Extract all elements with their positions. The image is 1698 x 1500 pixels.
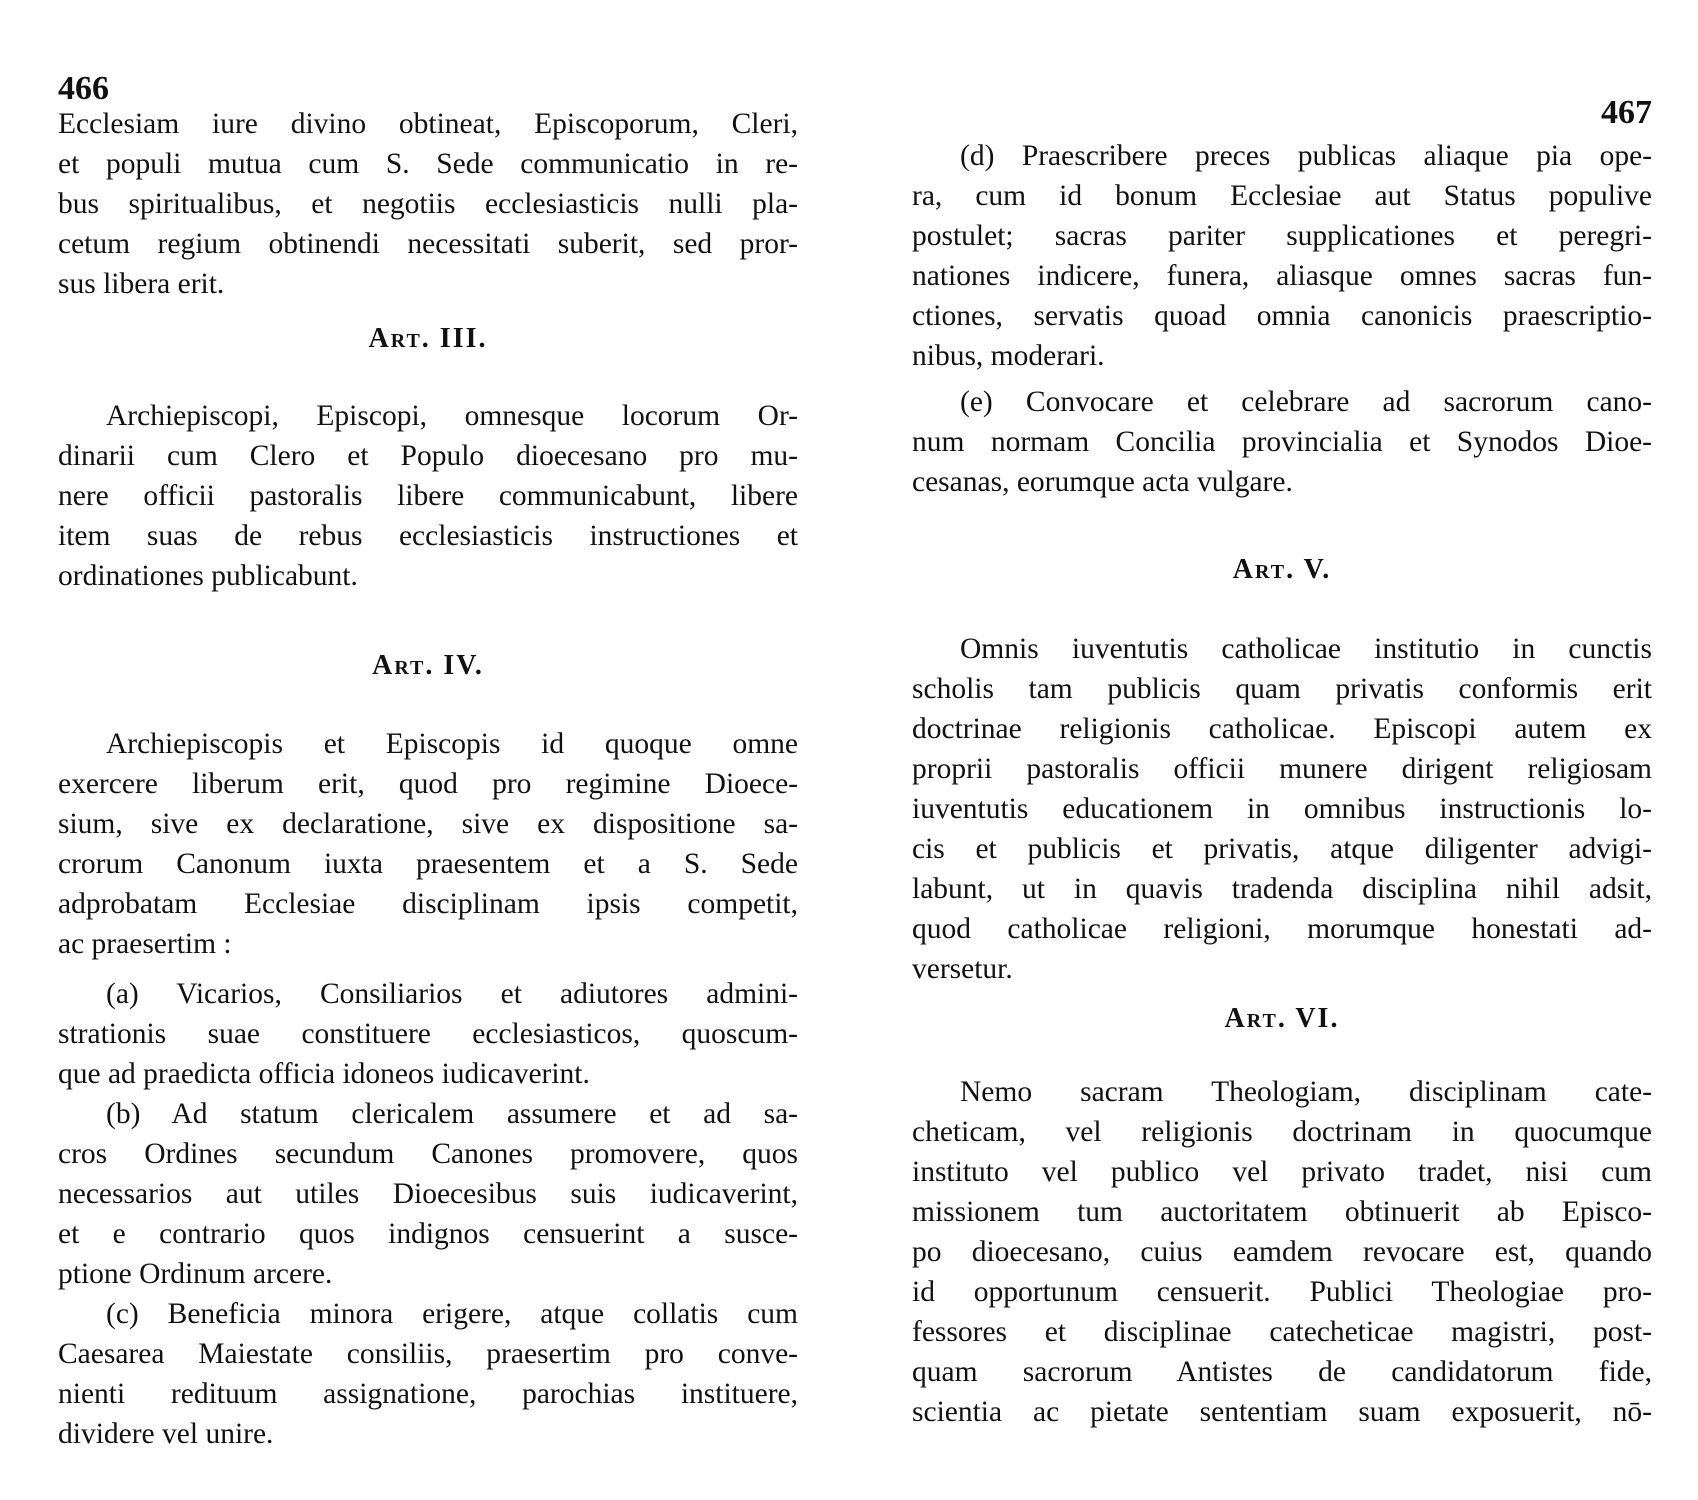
text-line: ptione Ordinum arcere. — [58, 1258, 333, 1290]
text-line: iuventutis educationem in omnibus instructionis lo- — [912, 793, 1652, 825]
text-line: nationes indicere, funera, aliasque omnes sacras fun- — [912, 260, 1652, 292]
text-line: nere officii pastoralis libere communicabunt, libere — [58, 480, 798, 512]
text-line: nibus, moderari. — [912, 340, 1105, 372]
text-line: quam sacrorum Antistes de candidatorum fide, — [912, 1356, 1652, 1388]
text-line: quod catholicae religioni, morumque honestati ad- — [912, 913, 1652, 945]
text-line: (c) Beneficia minora erigere, atque collatis cum — [106, 1298, 798, 1330]
text-line: Omnis iuventutis catholicae institutio in cunctis — [960, 633, 1652, 665]
text-line: ra, cum id bonum Ecclesiae aut Status populive — [912, 180, 1652, 212]
text-line: cetum regium obtinendi necessitati suberit, sed pror- — [58, 228, 798, 260]
left-page — [58, 0, 798, 1500]
text-line: et populi mutua cum S. Sede communicatio in re- — [58, 148, 798, 180]
article-heading-iii: Art. III. — [368, 323, 488, 354]
article-heading-vi: Art. VI. — [1224, 1003, 1340, 1034]
text-line: cis et publicis et privatis, atque diligenter advigi- — [912, 833, 1652, 865]
text-line: Nemo sacram Theologiam, disciplinam cate- — [960, 1076, 1652, 1108]
right-page — [912, 0, 1652, 1500]
text-line: nienti redituum assignatione, parochias instituere, — [58, 1378, 798, 1410]
text-line: num normam Concilia provincialia et Synodos Dioe- — [912, 426, 1652, 458]
text-line: (a) Vicarios, Consiliarios et adiutores admini- — [106, 978, 798, 1010]
text-line: Archiepiscopis et Episcopis id quoque omne — [106, 728, 798, 760]
text-line: cesanas, eorumque acta vulgare. — [912, 466, 1293, 498]
page-number: 467 — [1601, 94, 1652, 131]
text-line: que ad praedicta officia idoneos iudicaverint. — [58, 1058, 590, 1090]
text-line: doctrinae religionis catholicae. Episcopi autem ex — [912, 713, 1652, 745]
text-line: et e contrario quos indignos censuerint a susce- — [58, 1218, 798, 1250]
text-line: dividere vel unire. — [58, 1418, 274, 1450]
text-line: missionem tum auctoritatem obtinuerit ab Episco- — [912, 1196, 1652, 1228]
text-line: versetur. — [912, 953, 1013, 985]
text-line: sus libera erit. — [58, 268, 225, 300]
text-line: cros Ordines secundum Canones promovere, quos — [58, 1138, 798, 1170]
text-line: item suas de rebus ecclesiasticis instructiones et — [58, 520, 798, 552]
text-line: labunt, ut in quavis tradenda disciplina nihil adsit, — [912, 873, 1652, 905]
article-heading-v: Art. V. — [1232, 554, 1332, 585]
text-line: adprobatam Ecclesiae disciplinam ipsis competit, — [58, 888, 798, 920]
text-line: (e) Convocare et celebrare ad sacrorum cano- — [960, 386, 1652, 418]
text-line: postulet; sacras pariter supplicationes et peregri- — [912, 220, 1652, 252]
text-line: (d) Praescribere preces publicas aliaque pia ope- — [960, 140, 1652, 172]
text-line: cheticam, vel religionis doctrinam in quocumque — [912, 1116, 1652, 1148]
text-line: necessarios aut utiles Dioecesibus suis iudicaverint, — [58, 1178, 798, 1210]
text-line: ctiones, servatis quoad omnia canonicis praescriptio- — [912, 300, 1652, 332]
text-line: Archiepiscopi, Episcopi, omnesque locorum Or- — [106, 400, 798, 432]
text-line: id opportunum censuerit. Publici Theologiae pro- — [912, 1276, 1652, 1308]
text-line: Ecclesiam iure divino obtineat, Episcoporum, Cleri, — [58, 108, 798, 140]
text-line: po dioecesano, cuius eamdem revocare est, quando — [912, 1236, 1652, 1268]
text-line: scientia ac pietate sententiam suam exposuerit, nō- — [912, 1396, 1652, 1428]
text-line: strationis suae constituere ecclesiasticos, quoscum- — [58, 1018, 798, 1050]
text-line: proprii pastoralis officii munere dirigent religiosam — [912, 753, 1652, 785]
text-line: instituto vel publico vel privato tradet, nisi cum — [912, 1156, 1652, 1188]
text-line: scholis tam publicis quam privatis conformis erit — [912, 673, 1652, 705]
text-line: ordinationes publicabunt. — [58, 560, 358, 592]
text-line: sium, sive ex declaratione, sive ex dispositione sa- — [58, 808, 798, 840]
text-line: dinarii cum Clero et Populo dioecesano pro mu- — [58, 440, 798, 472]
text-line: (b) Ad statum clericalem assumere et ad sa- — [106, 1098, 798, 1130]
article-heading-iv: Art. IV. — [372, 650, 484, 681]
text-line: bus spiritualibus, et negotiis ecclesiasticis nulli pla- — [58, 188, 798, 220]
text-line: fessores et disciplinae catecheticae magistri, post- — [912, 1316, 1652, 1348]
page-number: 466 — [58, 70, 109, 107]
text-line: Caesarea Maiestate consiliis, praesertim pro conve- — [58, 1338, 798, 1370]
text-line: exercere liberum erit, quod pro regimine Dioece- — [58, 768, 798, 800]
text-line: crorum Canonum iuxta praesentem et a S. Sede — [58, 848, 798, 880]
text-line: ac praesertim : — [58, 928, 232, 960]
